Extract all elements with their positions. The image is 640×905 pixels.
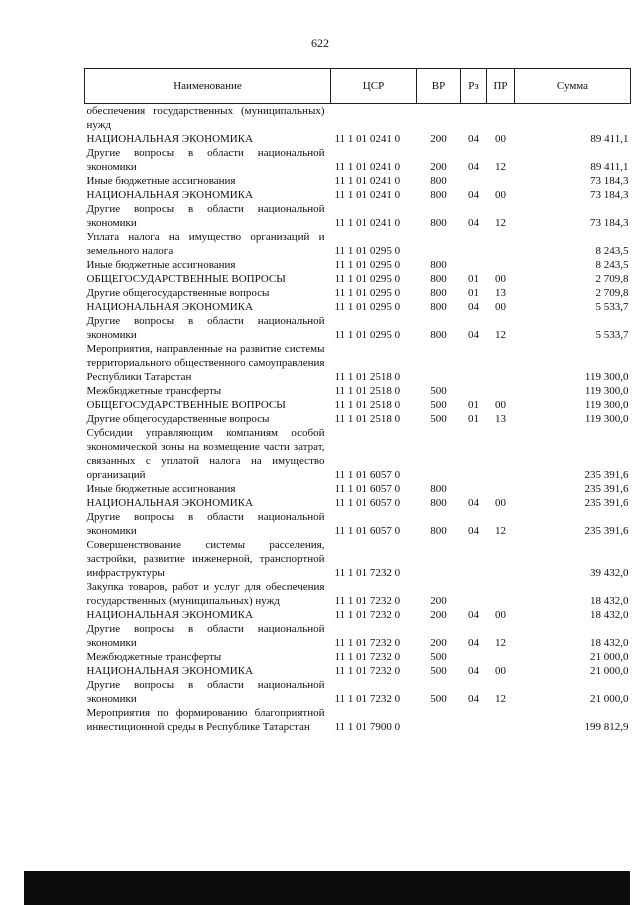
cell-rz: 04 (468, 189, 479, 201)
cell-rz (461, 342, 487, 384)
cell-rz: 04 (468, 637, 479, 649)
cell-csr: 11 1 01 2518 0 (334, 399, 401, 411)
cell-name: Уплата налога на имущество организаций и земельного налога (86, 231, 325, 257)
cell-sum: 21 000,0 (590, 693, 629, 705)
cell-pr (487, 706, 515, 734)
cell-name: НАЦИОНАЛЬНАЯ ЭКОНОМИКА (86, 301, 254, 313)
cell-sum (515, 104, 631, 133)
cell-vr: 500 (430, 693, 447, 705)
table-header-row (85, 69, 631, 104)
cell-sum: 8 243,5 (595, 245, 629, 257)
table-row (85, 482, 631, 496)
cell-csr: 11 1 01 2518 0 (334, 385, 401, 397)
table-row (85, 426, 631, 482)
table-row (85, 174, 631, 188)
cell-pr: 13 (495, 413, 506, 425)
cell-vr: 500 (430, 413, 447, 425)
cell-name: Другие общегосударственные вопросы (86, 413, 270, 425)
cell-sum: 18 432,0 (590, 609, 629, 621)
cell-rz: 04 (468, 497, 479, 509)
cell-csr: 11 1 01 7232 0 (334, 595, 401, 607)
table-row (85, 258, 631, 272)
cell-pr (487, 384, 515, 398)
cell-name: Закупка товаров, работ и услуг для обеспечения государственных (муниципальных) нужд (86, 581, 325, 607)
cell-pr: 00 (495, 665, 506, 677)
table-row (85, 608, 631, 622)
cell-csr: 11 1 01 2518 0 (334, 371, 401, 383)
cell-rz (461, 104, 487, 133)
cell-pr (487, 230, 515, 258)
header-name: Наименование (85, 69, 331, 104)
cell-rz: 04 (468, 525, 479, 537)
cell-name: Иные бюджетные ассигнования (86, 175, 236, 187)
cell-name: НАЦИОНАЛЬНАЯ ЭКОНОМИКА (86, 189, 254, 201)
table-row (85, 510, 631, 538)
header-pr: ПР (487, 69, 515, 104)
cell-rz: 04 (468, 329, 479, 341)
cell-csr: 11 1 01 0295 0 (334, 329, 401, 341)
cell-pr (487, 482, 515, 496)
cell-vr: 200 (430, 609, 447, 621)
cell-sum: 73 184,3 (590, 217, 629, 229)
cell-name: Межбюджетные трансферты (86, 385, 222, 397)
cell-rz: 04 (468, 133, 479, 145)
cell-vr: 500 (430, 665, 447, 677)
cell-rz: 04 (468, 665, 479, 677)
cell-rz: 01 (468, 273, 479, 285)
cell-pr (487, 538, 515, 580)
cell-vr: 200 (430, 595, 447, 607)
budget-table (84, 68, 630, 734)
cell-vr: 800 (430, 287, 447, 299)
cell-name: ОБЩЕГОСУДАРСТВЕННЫЕ ВОПРОСЫ (86, 273, 286, 285)
cell-csr (331, 104, 417, 133)
cell-vr (417, 104, 461, 133)
cell-rz: 04 (468, 693, 479, 705)
cell-rz (461, 174, 487, 188)
table-row (85, 286, 631, 300)
table-row (85, 496, 631, 510)
table-row (85, 398, 631, 412)
cell-csr: 11 1 01 6057 0 (334, 525, 401, 537)
cell-sum: 235 391,6 (584, 469, 629, 481)
cell-name: Иные бюджетные ассигнования (86, 259, 236, 271)
cell-csr: 11 1 01 7232 0 (334, 609, 401, 621)
cell-rz (461, 384, 487, 398)
cell-pr: 12 (495, 693, 506, 705)
cell-vr (417, 342, 461, 384)
table-row (85, 188, 631, 202)
cell-rz (461, 580, 487, 608)
cell-name: НАЦИОНАЛЬНАЯ ЭКОНОМИКА (86, 133, 254, 145)
cell-csr: 11 1 01 0295 0 (334, 245, 401, 257)
cell-sum: 89 411,1 (590, 161, 629, 173)
cell-rz: 04 (468, 609, 479, 621)
cell-sum: 5 533,7 (595, 329, 629, 341)
cell-name: ОБЩЕГОСУДАРСТВЕННЫЕ ВОПРОСЫ (86, 399, 286, 411)
cell-sum: 18 432,0 (590, 637, 629, 649)
cell-csr: 11 1 01 7232 0 (334, 567, 401, 579)
cell-name: Другие вопросы в области национальной экономики (86, 315, 325, 341)
cell-vr: 800 (430, 301, 447, 313)
cell-vr: 800 (430, 329, 447, 341)
cell-pr (487, 342, 515, 384)
header-csr: ЦСР (331, 69, 417, 104)
cell-name: НАЦИОНАЛЬНАЯ ЭКОНОМИКА (86, 609, 254, 621)
cell-rz: 01 (468, 413, 479, 425)
cell-name: Иные бюджетные ассигнования (86, 483, 236, 495)
cell-name: Мероприятия по формированию благоприятной инвестиционной среды в Республике Татарстан (86, 707, 325, 733)
cell-pr: 12 (495, 637, 506, 649)
cell-csr: 11 1 01 0295 0 (334, 273, 401, 285)
cell-pr: 00 (495, 609, 506, 621)
cell-name: Другие вопросы в области национальной экономики (86, 679, 325, 705)
cell-vr: 800 (430, 175, 447, 187)
cell-sum: 5 533,7 (595, 301, 629, 313)
cell-csr: 11 1 01 7232 0 (334, 665, 401, 677)
cell-pr: 00 (495, 189, 506, 201)
cell-sum: 2 709,8 (595, 287, 629, 299)
cell-name: НАЦИОНАЛЬНАЯ ЭКОНОМИКА (86, 497, 254, 509)
cell-name: обеспечения государственных (муниципальных) нужд (86, 105, 325, 131)
cell-rz (461, 482, 487, 496)
cell-name: НАЦИОНАЛЬНАЯ ЭКОНОМИКА (86, 665, 254, 677)
table-row (85, 202, 631, 230)
cell-vr: 200 (430, 637, 447, 649)
cell-pr: 00 (495, 273, 506, 285)
cell-pr: 00 (495, 399, 506, 411)
cell-vr: 500 (430, 385, 447, 397)
table-row (85, 650, 631, 664)
cell-name: Другие вопросы в области национальной экономики (86, 203, 325, 229)
cell-vr: 800 (430, 497, 447, 509)
cell-vr: 500 (430, 399, 447, 411)
cell-csr: 11 1 01 0295 0 (334, 259, 401, 271)
page-number: 622 (311, 36, 329, 50)
cell-vr (417, 426, 461, 482)
cell-csr: 11 1 01 7232 0 (334, 651, 401, 663)
cell-name: Другие общегосударственные вопросы (86, 287, 270, 299)
cell-rz: 01 (468, 287, 479, 299)
cell-pr (487, 580, 515, 608)
cell-vr (417, 538, 461, 580)
scan-bottom-edge (24, 871, 630, 905)
cell-name: Мероприятия, направленные на развитие системы территориального общественного самоуправления Республики Татарстан (86, 343, 325, 383)
cell-sum: 119 300,0 (584, 371, 629, 383)
cell-sum: 199 812,9 (584, 721, 629, 733)
cell-vr: 500 (430, 651, 447, 663)
cell-vr (417, 230, 461, 258)
cell-pr (487, 104, 515, 133)
cell-rz (461, 258, 487, 272)
header-vr: ВР (417, 69, 461, 104)
table-row (85, 706, 631, 734)
cell-pr (487, 426, 515, 482)
table-row (85, 412, 631, 426)
cell-vr: 200 (430, 161, 447, 173)
cell-sum: 21 000,0 (590, 651, 629, 663)
cell-vr: 800 (430, 273, 447, 285)
cell-csr: 11 1 01 0241 0 (334, 161, 401, 173)
cell-sum: 73 184,3 (590, 175, 629, 187)
table-row (85, 342, 631, 384)
cell-csr: 11 1 01 6057 0 (334, 497, 401, 509)
cell-sum: 119 300,0 (584, 399, 629, 411)
cell-csr: 11 1 01 0241 0 (334, 189, 401, 201)
cell-sum: 235 391,6 (584, 483, 629, 495)
cell-pr: 13 (495, 287, 506, 299)
cell-pr: 12 (495, 217, 506, 229)
cell-sum: 89 411,1 (590, 133, 629, 145)
table-row (85, 580, 631, 608)
table-row (85, 384, 631, 398)
table-row (85, 132, 631, 146)
cell-sum: 21 000,0 (590, 665, 629, 677)
cell-name: Межбюджетные трансферты (86, 651, 222, 663)
cell-csr: 11 1 01 0295 0 (334, 301, 401, 313)
cell-vr: 800 (430, 217, 447, 229)
cell-pr: 00 (495, 497, 506, 509)
cell-rz (461, 650, 487, 664)
cell-name: Другие вопросы в области национальной экономики (86, 147, 325, 173)
table-row (85, 314, 631, 342)
cell-sum: 235 391,6 (584, 525, 629, 537)
cell-name: Совершенствование системы расселения, застройки, развитие инженерной, транспортной инфраструктуры (86, 539, 325, 579)
cell-pr: 12 (495, 329, 506, 341)
cell-vr: 800 (430, 189, 447, 201)
cell-csr: 11 1 01 7232 0 (334, 637, 401, 649)
cell-vr: 800 (430, 525, 447, 537)
table-row (85, 104, 631, 133)
cell-sum: 119 300,0 (584, 385, 629, 397)
cell-sum: 235 391,6 (584, 497, 629, 509)
cell-csr: 11 1 01 6057 0 (334, 469, 401, 481)
cell-name: Субсидии управляющим компаниям особой экономической зоны на возмещение части затрат, связанных с уплатой налога на имущество организаций (86, 427, 325, 481)
cell-rz (461, 706, 487, 734)
cell-sum: 39 432,0 (590, 567, 629, 579)
cell-pr (487, 174, 515, 188)
cell-rz (461, 426, 487, 482)
table-row (85, 272, 631, 286)
cell-csr: 11 1 01 0241 0 (334, 175, 401, 187)
header-rz: Рз (461, 69, 487, 104)
table-row (85, 622, 631, 650)
table-row (85, 678, 631, 706)
cell-rz (461, 538, 487, 580)
cell-name: Другие вопросы в области национальной экономики (86, 623, 325, 649)
cell-csr: 11 1 01 0295 0 (334, 287, 401, 299)
cell-csr: 11 1 01 2518 0 (334, 413, 401, 425)
cell-vr (417, 706, 461, 734)
cell-vr: 800 (430, 483, 447, 495)
header-sum: Сумма (515, 69, 631, 104)
cell-sum: 119 300,0 (584, 413, 629, 425)
cell-sum: 73 184,3 (590, 189, 629, 201)
cell-csr: 11 1 01 7232 0 (334, 693, 401, 705)
cell-pr (487, 650, 515, 664)
table-row (85, 538, 631, 580)
cell-pr: 12 (495, 525, 506, 537)
cell-rz: 04 (468, 301, 479, 313)
table-row (85, 146, 631, 174)
table-row (85, 230, 631, 258)
cell-sum: 8 243,5 (595, 259, 629, 271)
table-row (85, 300, 631, 314)
cell-rz: 04 (468, 217, 479, 229)
cell-rz (461, 230, 487, 258)
cell-sum: 18 432,0 (590, 595, 629, 607)
cell-rz: 04 (468, 161, 479, 173)
cell-vr: 800 (430, 259, 447, 271)
cell-rz: 01 (468, 399, 479, 411)
cell-pr (487, 258, 515, 272)
cell-vr: 200 (430, 133, 447, 145)
cell-csr: 11 1 01 0241 0 (334, 217, 401, 229)
cell-pr: 00 (495, 301, 506, 313)
cell-csr: 11 1 01 6057 0 (334, 483, 401, 495)
cell-csr: 11 1 01 0241 0 (334, 133, 401, 145)
cell-sum: 2 709,8 (595, 273, 629, 285)
cell-pr: 12 (495, 161, 506, 173)
cell-name: Другие вопросы в области национальной экономики (86, 511, 325, 537)
cell-pr: 00 (495, 133, 506, 145)
cell-csr: 11 1 01 7900 0 (334, 721, 401, 733)
table-row (85, 664, 631, 678)
